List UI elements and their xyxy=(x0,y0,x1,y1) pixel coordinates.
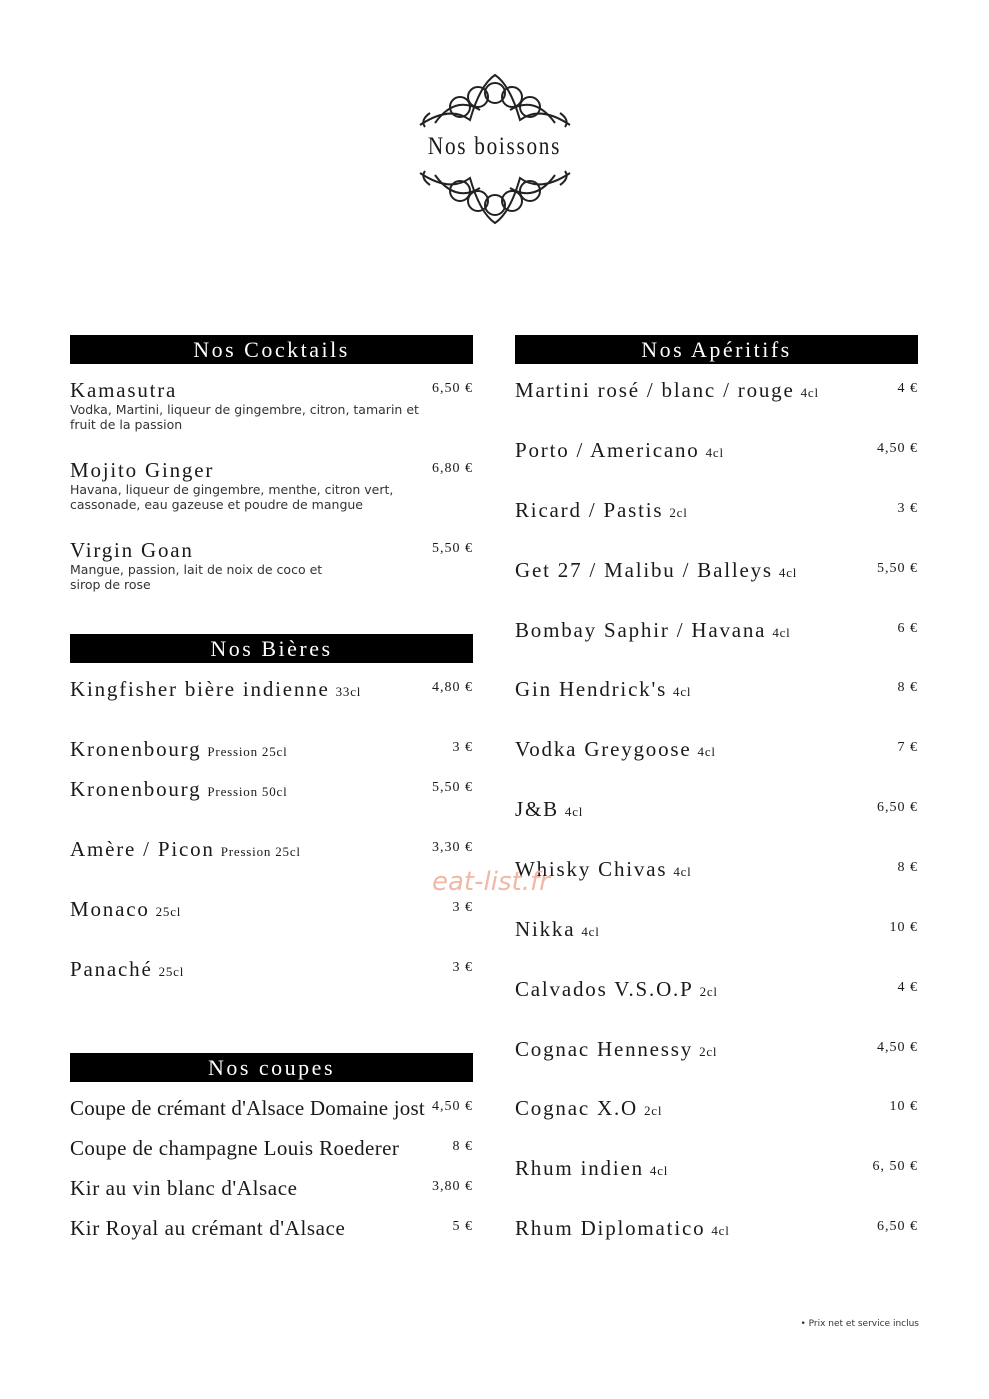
item-price: 4 € xyxy=(897,980,918,995)
item-size: Pression 25cl xyxy=(220,844,301,859)
menu-item xyxy=(515,1037,918,1065)
item-size: 4cl xyxy=(673,684,692,699)
item-name: Ricard / Pastis 2cl xyxy=(515,498,688,522)
menu-item xyxy=(515,737,918,765)
item-name: Kir au vin blanc d'Alsace xyxy=(70,1176,298,1200)
menu-item xyxy=(515,498,918,526)
item-name: Coupe de champagne Louis Roederer xyxy=(70,1136,400,1160)
item-price: 4,50 € xyxy=(432,1099,473,1114)
menu-item xyxy=(70,737,473,765)
item-name: Gin Hendrick's 4cl xyxy=(515,677,692,701)
menu-item xyxy=(515,917,918,945)
item-name: Rhum indien 4cl xyxy=(515,1156,669,1180)
item-name: Panaché 25cl xyxy=(70,957,185,981)
item-description: Mangue, passion, lait de noix de coco et sirop de rose xyxy=(70,562,323,592)
item-price: 6, 50 € xyxy=(872,1159,918,1174)
item-price: 8 € xyxy=(897,680,918,695)
item-price: 10 € xyxy=(889,920,918,935)
menu-item xyxy=(70,1136,473,1164)
item-price: 3 € xyxy=(452,740,473,755)
item-name: Martini rosé / blanc / rouge 4cl xyxy=(515,378,819,402)
item-size: 4cl xyxy=(697,744,716,759)
item-name: Cognac Hennessy 2cl xyxy=(515,1037,718,1061)
menu-item xyxy=(70,378,473,438)
menu-item xyxy=(70,897,473,925)
item-name: Whisky Chivas 4cl xyxy=(515,857,692,881)
menu-item xyxy=(515,677,918,705)
menu-item xyxy=(515,378,918,406)
item-size: 4cl xyxy=(778,565,798,580)
item-name: J&B 4cl xyxy=(515,797,584,821)
item-size: Pression 50cl xyxy=(207,784,288,799)
item-price: 4,50 € xyxy=(877,1040,918,1055)
page-title: Nos boissons xyxy=(427,133,562,160)
item-name: Cognac X.O 2cl xyxy=(515,1096,663,1120)
item-name: Calvados V.S.O.P 2cl xyxy=(515,977,718,1001)
item-price: 6,50 € xyxy=(432,381,473,396)
item-name: Kamasutra xyxy=(70,378,178,402)
menu-item xyxy=(515,558,918,586)
item-name: Rhum Diplomatico 4cl xyxy=(515,1216,730,1240)
menu-item xyxy=(70,677,473,705)
section-header-cocktails: Nos Cocktails xyxy=(70,335,473,364)
menu-item xyxy=(70,538,473,598)
item-name: Bombay Saphir / Havana 4cl xyxy=(515,618,791,642)
item-name: Kingfisher bière indienne 33cl xyxy=(70,677,362,701)
item-size: 2cl xyxy=(669,505,688,520)
menu-item xyxy=(515,797,918,825)
item-name: Monaco 25cl xyxy=(70,897,182,921)
watermark: eat-list.fr xyxy=(432,867,550,897)
item-price: 7 € xyxy=(897,740,918,755)
item-price: 4,50 € xyxy=(877,441,918,456)
item-size: 4cl xyxy=(705,445,724,460)
section-header-aperitifs: Nos Apéritifs xyxy=(515,335,918,364)
item-size: 4cl xyxy=(649,1163,669,1178)
item-price: 6,50 € xyxy=(877,800,918,815)
item-size: 2cl xyxy=(699,984,718,999)
item-price: 3 € xyxy=(897,501,918,516)
item-price: 3,80 € xyxy=(432,1179,473,1194)
item-price: 5,50 € xyxy=(432,541,473,556)
item-name: Kronenbourg Pression 25cl xyxy=(70,737,288,761)
menu-item xyxy=(515,438,918,466)
section-header-bieres: Nos Bières xyxy=(70,634,473,663)
item-price: 6 € xyxy=(897,621,918,636)
item-size: 4cl xyxy=(800,385,819,400)
item-price: 3 € xyxy=(452,900,473,915)
menu-item xyxy=(515,618,918,646)
item-size: 4cl xyxy=(581,924,600,939)
item-price: 5 € xyxy=(452,1219,473,1234)
item-name: Get 27 / Malibu / Balleys 4cl xyxy=(515,558,798,582)
item-name: Kir Royal au crémant d'Alsace xyxy=(70,1216,346,1240)
item-name: Mojito Ginger xyxy=(70,458,215,482)
section-header-coupes: Nos coupes xyxy=(70,1053,473,1082)
item-size: 33cl xyxy=(335,684,362,699)
item-price: 8 € xyxy=(452,1139,473,1154)
item-name: Coupe de crémant d'Alsace Domaine jost xyxy=(70,1096,425,1120)
footnote: • Prix net et service inclus xyxy=(800,1319,919,1329)
item-size: Pression 25cl xyxy=(207,744,288,759)
item-price: 8 € xyxy=(897,860,918,875)
item-price: 4 € xyxy=(897,381,918,396)
item-size: 4cl xyxy=(673,864,692,879)
item-size: 4cl xyxy=(772,625,791,640)
menu-item xyxy=(515,1216,918,1244)
menu-item xyxy=(70,777,473,805)
item-name: Porto / Americano 4cl xyxy=(515,438,724,462)
item-name: Amère / Picon Pression 25cl xyxy=(70,837,301,861)
item-price: 10 € xyxy=(889,1099,918,1114)
item-size: 25cl xyxy=(158,964,185,979)
item-price: 4,80 € xyxy=(432,680,473,695)
menu-item xyxy=(70,957,473,985)
item-size: 2cl xyxy=(699,1044,718,1059)
menu-item xyxy=(70,1216,473,1244)
item-name: Vodka Greygoose 4cl xyxy=(515,737,716,761)
menu-item xyxy=(515,977,918,1005)
item-price: 5,50 € xyxy=(877,561,918,576)
menu-item xyxy=(70,1176,473,1204)
item-size: 25cl xyxy=(155,904,182,919)
item-name: Kronenbourg Pression 50cl xyxy=(70,777,288,801)
item-size: 2cl xyxy=(643,1103,663,1118)
menu-item xyxy=(515,857,918,885)
item-price: 3,30 € xyxy=(432,840,473,855)
item-price: 5,50 € xyxy=(432,780,473,795)
item-description: Vodka, Martini, liqueur de gingembre, citron, tamarin et fruit de la passion xyxy=(70,402,419,432)
item-name: Virgin Goan xyxy=(70,538,194,562)
menu-item xyxy=(515,1156,918,1184)
item-description: Havana, liqueur de gingembre, menthe, citron vert, cassonade, eau gazeuse et poudre de mangue xyxy=(70,482,394,512)
item-price: 3 € xyxy=(452,960,473,975)
item-name: Nikka 4cl xyxy=(515,917,600,941)
item-price: 6,50 € xyxy=(877,1219,918,1234)
item-price: 6,80 € xyxy=(432,461,473,476)
menu-item xyxy=(70,1096,473,1124)
item-size: 4cl xyxy=(711,1223,730,1238)
item-size: 4cl xyxy=(564,804,584,819)
menu-item xyxy=(70,837,473,865)
menu-item xyxy=(70,458,473,518)
menu-item xyxy=(515,1096,918,1124)
